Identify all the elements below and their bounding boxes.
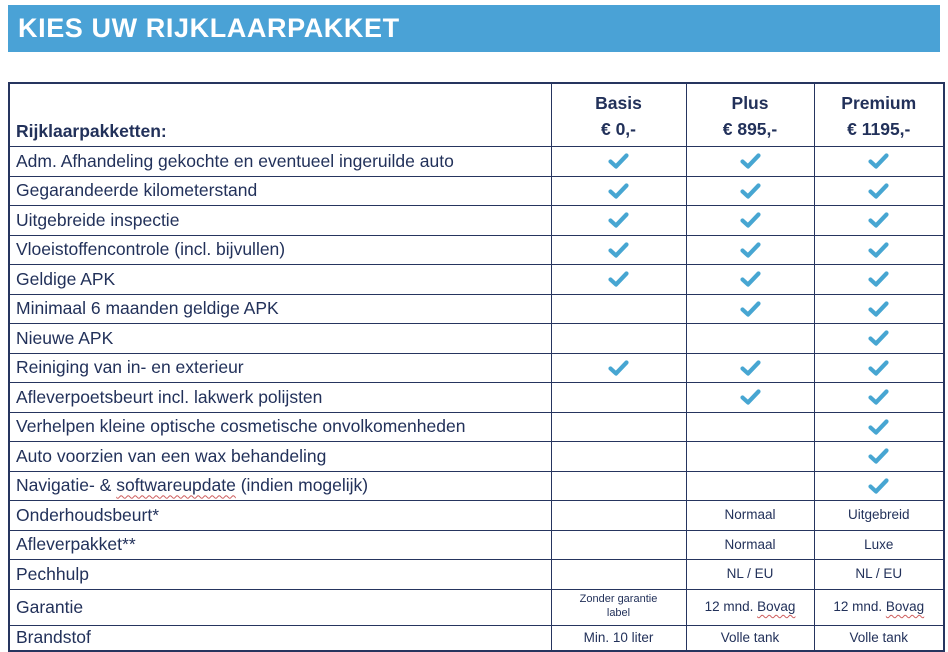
feature-label: Afleverpoetsbeurt incl. lakwerk polijsten bbox=[9, 383, 551, 413]
check-icon bbox=[868, 478, 889, 494]
package-value-cell bbox=[814, 353, 944, 383]
table-row bbox=[9, 530, 944, 560]
feature-label: Brandstof bbox=[9, 625, 551, 651]
package-value-cell bbox=[551, 625, 686, 651]
table-row bbox=[9, 265, 944, 295]
check-icon bbox=[608, 242, 629, 258]
table-row bbox=[9, 324, 944, 354]
check-icon bbox=[868, 212, 889, 228]
value-text: Volle tank bbox=[849, 629, 909, 645]
feature-label: Afleverpakket** bbox=[9, 530, 551, 560]
check-icon bbox=[868, 389, 889, 405]
package-value-cell bbox=[686, 294, 814, 324]
package-price: € 895,- bbox=[722, 118, 778, 139]
table-row bbox=[9, 560, 944, 590]
feature-label: Garantie bbox=[9, 589, 551, 625]
package-value-cell bbox=[686, 176, 814, 206]
check-icon bbox=[868, 271, 889, 287]
feature-label: Gegarandeerde kilometerstand bbox=[9, 176, 551, 206]
check-icon bbox=[868, 448, 889, 464]
package-value-cell bbox=[551, 442, 686, 472]
feature-label: Minimaal 6 maanden geldige APK bbox=[9, 294, 551, 324]
package-price: € 1195,- bbox=[847, 118, 911, 139]
table-row bbox=[9, 412, 944, 442]
misspelled-word: Bovag bbox=[757, 599, 796, 614]
check-icon bbox=[740, 183, 761, 199]
table-row bbox=[9, 625, 944, 651]
package-value-cell bbox=[814, 625, 944, 651]
package-value-cell bbox=[814, 235, 944, 265]
package-value-cell bbox=[686, 147, 814, 177]
package-value-cell bbox=[551, 206, 686, 236]
package-value-cell bbox=[686, 560, 814, 590]
package-value-cell bbox=[686, 324, 814, 354]
table-row bbox=[9, 353, 944, 383]
package-value-cell bbox=[686, 625, 814, 651]
feature-label: Nieuwe APK bbox=[9, 324, 551, 354]
check-icon bbox=[608, 360, 629, 376]
feature-label: Pechhulp bbox=[9, 560, 551, 590]
package-value-cell bbox=[551, 176, 686, 206]
column-header-plus bbox=[686, 83, 814, 147]
feature-label: Vloeistoffencontrole (incl. bijvullen) bbox=[9, 235, 551, 265]
title-banner bbox=[8, 5, 940, 52]
table-row bbox=[9, 501, 944, 531]
package-value-cell bbox=[551, 501, 686, 531]
package-value-cell bbox=[551, 383, 686, 413]
check-icon bbox=[608, 183, 629, 199]
package-value-cell bbox=[686, 501, 814, 531]
value-text: 12 mnd. Bovag bbox=[833, 599, 925, 614]
value-text: Normaal bbox=[724, 536, 776, 552]
table-row bbox=[9, 442, 944, 472]
check-icon bbox=[740, 153, 761, 169]
package-comparison-table bbox=[8, 82, 945, 652]
check-icon bbox=[868, 153, 889, 169]
check-icon bbox=[608, 153, 629, 169]
package-value-cell bbox=[551, 589, 686, 625]
package-value-cell bbox=[814, 294, 944, 324]
package-value-cell bbox=[686, 383, 814, 413]
package-value-cell bbox=[814, 589, 944, 625]
page-title: KIES UW RIJKLAARPAKKET bbox=[18, 13, 400, 43]
table-row bbox=[9, 589, 944, 625]
package-value-cell bbox=[551, 560, 686, 590]
package-value-cell bbox=[814, 324, 944, 354]
table-row bbox=[9, 176, 944, 206]
package-value-cell bbox=[814, 383, 944, 413]
table-row bbox=[9, 471, 944, 501]
feature-label: Onderhoudsbeurt* bbox=[9, 501, 551, 531]
row-header-label: Rijklaarpakketten: bbox=[9, 83, 551, 147]
value-text: Zonder garantie label bbox=[579, 593, 658, 619]
table-row bbox=[9, 235, 944, 265]
package-value-cell bbox=[551, 471, 686, 501]
package-value-cell bbox=[686, 471, 814, 501]
package-value-cell bbox=[686, 442, 814, 472]
table-row bbox=[9, 294, 944, 324]
table-header-row bbox=[9, 83, 944, 147]
column-header-premium bbox=[814, 83, 944, 147]
package-value-cell bbox=[814, 265, 944, 295]
package-value-cell bbox=[686, 235, 814, 265]
package-value-cell bbox=[551, 147, 686, 177]
package-value-cell bbox=[551, 294, 686, 324]
feature-label: Reiniging van in- en exterieur bbox=[9, 353, 551, 383]
package-name: Premium bbox=[841, 92, 917, 113]
check-icon bbox=[868, 419, 889, 435]
value-text: NL / EU bbox=[726, 566, 774, 582]
misspelled-word: Bovag bbox=[885, 599, 925, 614]
feature-label: Uitgebreide inspectie bbox=[9, 206, 551, 236]
package-value-cell bbox=[814, 442, 944, 472]
table-row bbox=[9, 383, 944, 413]
package-value-cell bbox=[814, 412, 944, 442]
package-value-cell bbox=[814, 530, 944, 560]
package-value-cell bbox=[551, 265, 686, 295]
package-value-cell bbox=[686, 530, 814, 560]
package-value-cell bbox=[686, 265, 814, 295]
table-row bbox=[9, 147, 944, 177]
check-icon bbox=[740, 212, 761, 228]
package-price: € 0,- bbox=[600, 118, 637, 139]
check-icon bbox=[868, 242, 889, 258]
package-value-cell bbox=[686, 589, 814, 625]
package-value-cell bbox=[551, 412, 686, 442]
misspelled-word: softwareupdate bbox=[116, 475, 236, 496]
value-text: Normaal bbox=[724, 507, 776, 523]
value-text: Min. 10 liter bbox=[583, 629, 654, 645]
package-value-cell bbox=[814, 176, 944, 206]
check-icon bbox=[608, 271, 629, 287]
package-value-cell bbox=[551, 353, 686, 383]
value-text: Volle tank bbox=[720, 629, 780, 645]
package-name: Plus bbox=[731, 92, 769, 113]
package-value-cell bbox=[551, 530, 686, 560]
feature-label: Auto voorzien van een wax behandeling bbox=[9, 442, 551, 472]
check-icon bbox=[608, 212, 629, 228]
check-icon bbox=[740, 242, 761, 258]
column-header-basis bbox=[551, 83, 686, 147]
package-value-cell bbox=[814, 560, 944, 590]
package-value-cell bbox=[551, 235, 686, 265]
check-icon bbox=[868, 183, 889, 199]
package-value-cell bbox=[814, 471, 944, 501]
check-icon bbox=[868, 330, 889, 346]
value-text: 12 mnd. Bovag bbox=[704, 599, 796, 614]
package-value-cell bbox=[814, 501, 944, 531]
package-name: Basis bbox=[595, 92, 642, 113]
package-value-cell bbox=[686, 412, 814, 442]
check-icon bbox=[868, 360, 889, 376]
check-icon bbox=[868, 301, 889, 317]
package-value-cell bbox=[686, 353, 814, 383]
package-value-cell bbox=[686, 206, 814, 236]
package-value-cell bbox=[551, 324, 686, 354]
value-text: Uitgebreid bbox=[847, 507, 910, 523]
table-row bbox=[9, 206, 944, 236]
check-icon bbox=[740, 271, 761, 287]
table-body bbox=[9, 147, 944, 651]
check-icon bbox=[740, 389, 761, 405]
package-value-cell bbox=[814, 147, 944, 177]
check-icon bbox=[740, 360, 761, 376]
package-table-container bbox=[8, 82, 945, 652]
feature-label: Geldige APK bbox=[9, 265, 551, 295]
value-text: NL / EU bbox=[855, 566, 903, 582]
package-value-cell bbox=[814, 206, 944, 236]
check-icon bbox=[740, 301, 761, 317]
feature-label: Verhelpen kleine optische cosmetische onvolkomenheden bbox=[9, 412, 551, 442]
value-text: Luxe bbox=[864, 536, 894, 552]
feature-label: Navigatie- & softwareupdate (indien mogelijk) bbox=[9, 471, 551, 501]
feature-label: Adm. Afhandeling gekochte en eventueel ingeruilde auto bbox=[9, 147, 551, 177]
